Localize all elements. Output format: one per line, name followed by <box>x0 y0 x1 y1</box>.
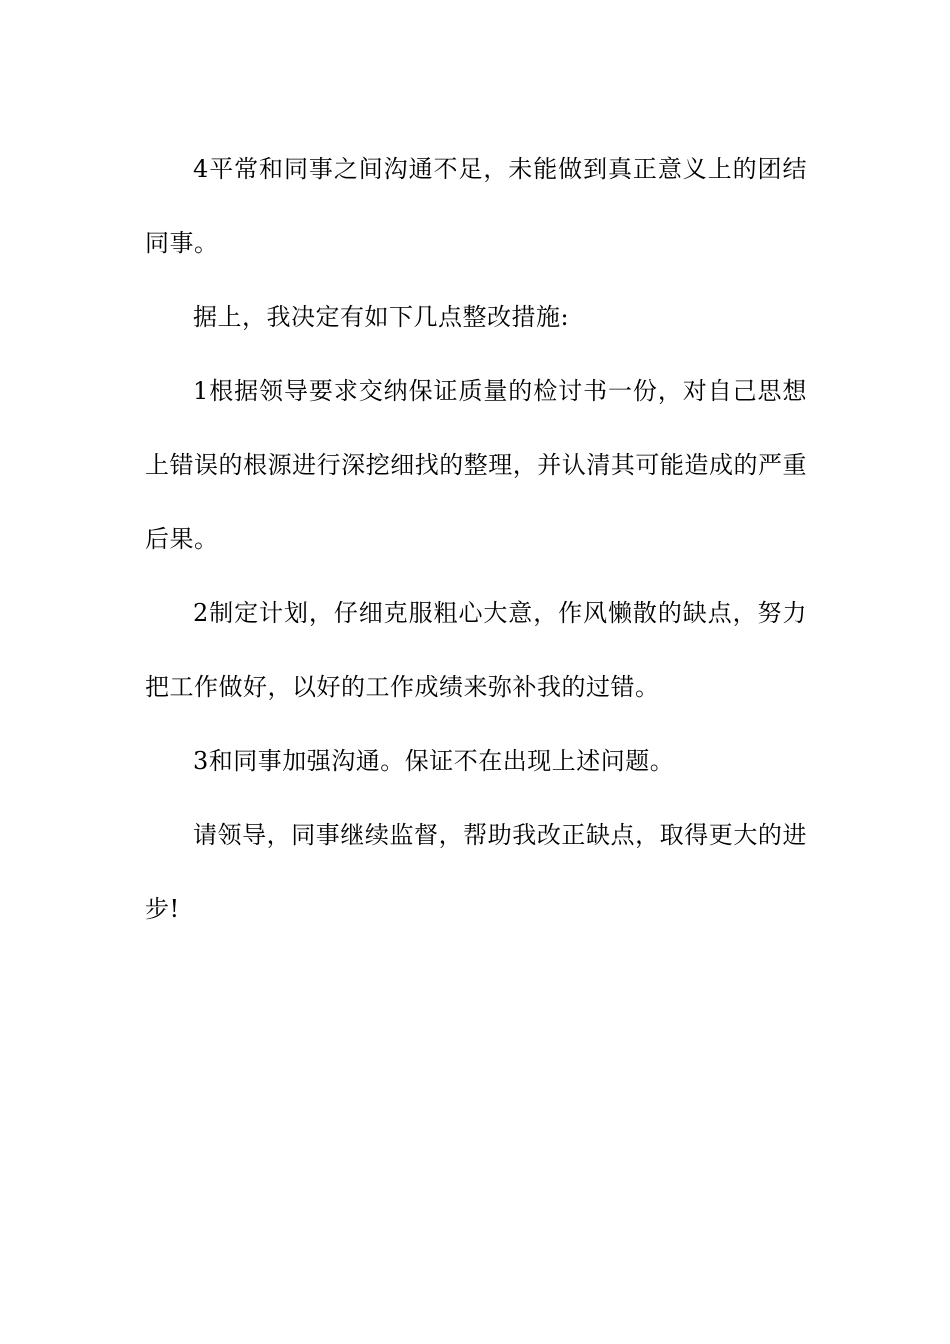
document-body <box>145 132 807 946</box>
paragraph-measure-1: 1根据领导要求交纳保证质量的检讨书一份，对自己思想上错误的根源进行深挖细找的整理，并认清其可能造成的严重后果。 <box>145 377 807 553</box>
paragraph-intro-measures: 据上，我决定有如下几点整改措施: <box>193 303 570 331</box>
paragraph-measure-2: 2制定计划，仔细克服粗心大意，作风懒散的缺点，努力把工作做好，以好的工作成绩来弥补我的过错。 <box>145 599 807 701</box>
paragraph-closing: 请领导，同事继续监督，帮助我改正缺点，取得更大的进步! <box>145 821 807 923</box>
paragraph-measure-3: 3和同事加强沟通。保证不在出现上述问题。 <box>193 747 675 775</box>
paragraph-point-4: 4平常和同事之间沟通不足，未能做到真正意义上的团结同事。 <box>145 155 807 257</box>
